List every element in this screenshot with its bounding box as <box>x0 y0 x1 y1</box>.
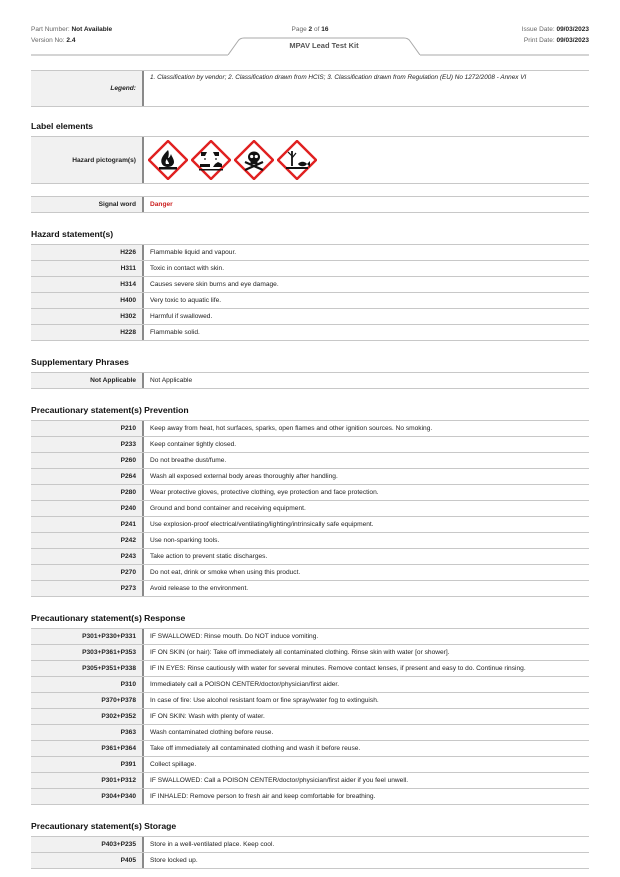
statement-text: Wash contaminated clothing before reuse. <box>150 729 274 736</box>
issue-date <box>522 24 589 35</box>
signal-word-row <box>31 196 589 213</box>
statement-text: Keep container tightly closed. <box>150 441 237 448</box>
table-row <box>31 277 589 293</box>
statement-code: P361+P364 <box>31 741 144 756</box>
statement-code: P242 <box>31 533 144 548</box>
statement-text: Not Applicable <box>150 377 193 384</box>
version-value: 2.4 <box>66 37 76 44</box>
page-sep: of <box>313 26 320 33</box>
section-heading-prevention: Precautionary statement(s) Prevention <box>31 405 189 415</box>
statement-code: P270 <box>31 565 144 580</box>
corrosion-icon <box>191 140 231 180</box>
table-row <box>31 325 589 341</box>
hazard-table <box>31 244 589 341</box>
header-rule <box>31 54 589 56</box>
table-row <box>31 709 589 725</box>
statement-text: IF ON SKIN: Wash with plenty of water. <box>150 713 265 720</box>
table-row <box>31 741 589 757</box>
legend-text: 1. Classification by vendor; 2. Classification drawn from HCIS; 3. Classification drawn from Regulation (EU) No 1272/2008 - Annex VI <box>150 74 527 81</box>
page-content <box>31 70 589 869</box>
table-row <box>31 245 589 261</box>
statement-text: Use non-sparking tools. <box>150 537 220 544</box>
section-heading-label-elements: Label elements <box>31 121 94 131</box>
table-row <box>31 661 589 677</box>
statement-code: H400 <box>31 293 144 308</box>
part-number-label: Part Number: <box>31 26 70 33</box>
statement-text: Store locked up. <box>150 857 198 864</box>
table-row <box>31 677 589 693</box>
response-table <box>31 628 589 805</box>
environment-icon <box>277 140 317 180</box>
statement-code: P310 <box>31 677 144 692</box>
statement-text: IF SWALLOWED: Rinse mouth. Do NOT induce vomiting. <box>150 633 319 640</box>
statement-text: Causes severe skin burns and eye damage. <box>150 281 279 288</box>
table-row <box>31 517 589 533</box>
statement-code: H228 <box>31 325 144 340</box>
statement-text: IF ON SKIN (or hair): Take off immediately all contaminated clothing. Rinse skin with water [or shower]. <box>150 649 450 656</box>
statement-text: Keep away from heat, hot surfaces, sparks, open flames and other ignition sources. No smoking. <box>150 425 433 432</box>
legend-row <box>31 70 589 107</box>
supplementary-table <box>31 372 589 389</box>
table-row <box>31 789 589 805</box>
statement-code: P273 <box>31 581 144 596</box>
table-row <box>31 837 589 853</box>
statement-code: H314 <box>31 277 144 292</box>
legend-label: Legend: <box>31 71 144 106</box>
statement-code: P303+P361+P353 <box>31 645 144 660</box>
pictogram-row <box>31 136 589 184</box>
statement-text: Do not breathe dust/fume. <box>150 457 227 464</box>
version <box>31 35 112 46</box>
statement-code: H302 <box>31 309 144 324</box>
statement-code: P243 <box>31 549 144 564</box>
table-row <box>31 565 589 581</box>
skull-crossbones-icon <box>234 140 274 180</box>
print-value: 09/03/2023 <box>556 37 589 44</box>
statement-text: Flammable liquid and vapour. <box>150 249 237 256</box>
table-row <box>31 549 589 565</box>
statement-text: IF SWALLOWED: Call a POISON CENTER/doctor/physician/first aider if you feel unwell. <box>150 777 409 784</box>
table-row <box>31 309 589 325</box>
statement-text: Collect spillage. <box>150 761 197 768</box>
pictogram-list <box>144 137 589 183</box>
statement-code: P370+P378 <box>31 693 144 708</box>
issue-label: Issue Date: <box>521 26 555 33</box>
print-date <box>522 35 589 46</box>
statement-text: IF INHALED: Remove person to fresh air and keep comfortable for breathing. <box>150 793 376 800</box>
table-row <box>31 645 589 661</box>
page-prefix: Page <box>291 26 307 33</box>
issue-value: 09/03/2023 <box>556 26 589 33</box>
flame-icon <box>148 140 188 180</box>
table-row <box>31 293 589 309</box>
table-row <box>31 485 589 501</box>
statement-text: Immediately call a POISON CENTER/doctor/physician/first aider. <box>150 681 340 688</box>
statement-text: Flammable solid. <box>150 329 200 336</box>
table-row <box>31 373 589 389</box>
statement-text: Ground and bond container and receiving equipment. <box>150 505 306 512</box>
statement-code: P391 <box>31 757 144 772</box>
table-row <box>31 469 589 485</box>
table-row <box>31 725 589 741</box>
statement-text: Wash all exposed external body areas thoroughly after handling. <box>150 473 338 480</box>
table-row <box>31 261 589 277</box>
table-row <box>31 533 589 549</box>
statement-text: Take off immediately all contaminated clothing and wash it before reuse. <box>150 745 361 752</box>
signal-word-value: Danger <box>150 201 173 208</box>
table-row <box>31 629 589 645</box>
statement-text: Do not eat, drink or smoke when using this product. <box>150 569 301 576</box>
statement-code: H311 <box>31 261 144 276</box>
page-total: 16 <box>321 26 329 33</box>
table-row <box>31 853 589 869</box>
signal-word-label: Signal word <box>31 197 144 212</box>
table-row <box>31 773 589 789</box>
section-heading-response: Precautionary statement(s) Response <box>31 613 186 623</box>
statement-code: P280 <box>31 485 144 500</box>
statement-code: P233 <box>31 437 144 452</box>
statement-code: P301+P330+P331 <box>31 629 144 644</box>
document-title: MPAV Lead Test Kit <box>289 41 359 50</box>
storage-table <box>31 836 589 869</box>
statement-text: In case of fire: Use alcohol resistant foam or fine spray/water fog to extinguish. <box>150 697 379 704</box>
part-number-value: Not Available <box>71 26 113 33</box>
statement-text: Very toxic to aquatic life. <box>150 297 222 304</box>
prevention-table <box>31 420 589 597</box>
statement-code: P302+P352 <box>31 709 144 724</box>
table-row <box>31 757 589 773</box>
section-heading-supplementary: Supplementary Phrases <box>31 357 129 367</box>
statement-code: P405 <box>31 853 144 868</box>
statement-text: Use explosion-proof electrical/ventilating/lighting/intrinsically safe equipment. <box>150 521 374 528</box>
statement-code: P403+P235 <box>31 837 144 852</box>
section-heading-hazard: Hazard statement(s) <box>31 229 114 239</box>
statement-code: P264 <box>31 469 144 484</box>
page-current: 2 <box>308 26 313 33</box>
table-row <box>31 693 589 709</box>
header-right <box>522 24 589 46</box>
section-heading-storage: Precautionary statement(s) Storage <box>31 821 177 831</box>
table-row <box>31 581 589 597</box>
statement-text: Toxic in contact with skin. <box>150 265 225 272</box>
statement-code: P301+P312 <box>31 773 144 788</box>
table-row <box>31 437 589 453</box>
pictogram-label: Hazard pictogram(s) <box>31 137 144 183</box>
version-label: Version No: <box>31 37 65 44</box>
statement-code: P210 <box>31 421 144 436</box>
statement-text: Take action to prevent static discharges. <box>150 553 268 560</box>
statement-code: Not Applicable <box>31 373 144 388</box>
statement-code: P241 <box>31 517 144 532</box>
statement-code: H226 <box>31 245 144 260</box>
statement-text: Harmful if swallowed. <box>150 313 213 320</box>
print-label: Print Date: <box>523 37 555 44</box>
statement-code: P305+P351+P338 <box>31 661 144 676</box>
table-row <box>31 501 589 517</box>
statement-text: IF IN EYES: Rinse cautiously with water for several minutes. Remove contact lenses, if present and easy to do. Continue rinsing. <box>150 665 526 672</box>
statement-code: P260 <box>31 453 144 468</box>
statement-code: P304+P340 <box>31 789 144 804</box>
statement-code: P363 <box>31 725 144 740</box>
statement-text: Store in a well-ventilated place. Keep cool. <box>150 841 275 848</box>
statement-code: P240 <box>31 501 144 516</box>
table-row <box>31 421 589 437</box>
table-row <box>31 453 589 469</box>
statement-text: Avoid release to the environment. <box>150 585 249 592</box>
statement-text: Wear protective gloves, protective clothing, eye protection and face protection. <box>150 489 379 496</box>
